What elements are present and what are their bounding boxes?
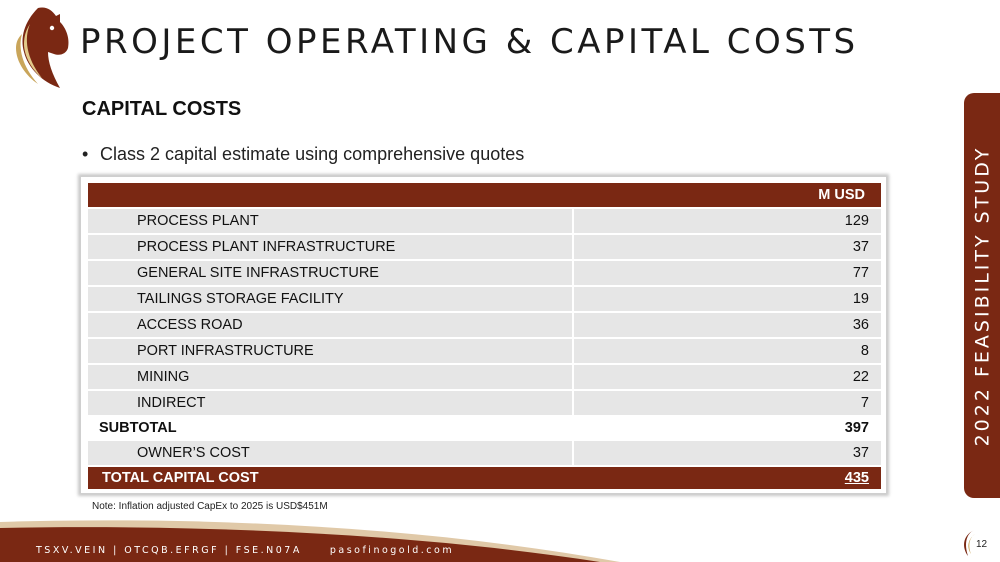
row-value: 7 — [573, 390, 881, 416]
row-value: 19 — [573, 286, 881, 312]
section-heading: CAPITAL COSTS — [82, 98, 242, 120]
owners-cost-label: OWNER’S COST — [88, 440, 573, 466]
table-row — [88, 208, 881, 234]
page-mark-icon — [962, 528, 976, 558]
table-header-unit: M USD — [573, 183, 881, 208]
side-tab — [964, 93, 1000, 498]
row-label: TAILINGS STORAGE FACILITY — [88, 286, 573, 312]
capital-cost-table-frame — [80, 176, 887, 494]
owners-cost-value: 37 — [573, 440, 881, 466]
footer-text — [36, 545, 454, 556]
table-row — [88, 312, 881, 338]
row-value: 36 — [573, 312, 881, 338]
table-row — [88, 286, 881, 312]
subtotal-label: SUBTOTAL — [88, 416, 573, 440]
total-value: 435 — [573, 466, 881, 490]
row-label: PROCESS PLANT — [88, 208, 573, 234]
row-label: PORT INFRASTRUCTURE — [88, 338, 573, 364]
owners-cost-row — [88, 440, 881, 466]
table-row — [88, 260, 881, 286]
capital-cost-table — [88, 183, 881, 491]
footnote: Note: Inflation adjusted CapEx to 2025 is USD$451M — [92, 501, 328, 512]
row-value: 22 — [573, 364, 881, 390]
total-label: TOTAL CAPITAL COST — [88, 466, 573, 490]
side-tab-label: 2022 FEASIBILITY STUDY — [971, 145, 993, 446]
table-header-label-cell — [88, 183, 573, 208]
table-row — [88, 364, 881, 390]
table-row — [88, 338, 881, 364]
bullet-point — [82, 144, 524, 165]
total-row — [88, 466, 881, 490]
row-value: 37 — [573, 234, 881, 260]
row-value: 8 — [573, 338, 881, 364]
table-header-row — [88, 183, 881, 208]
horse-head-logo-icon — [8, 4, 72, 92]
bullet-text: Class 2 capital estimate using comprehensive quotes — [100, 144, 525, 164]
row-value: 129 — [573, 208, 881, 234]
footer-website[interactable]: pasofinogold.com — [329, 545, 455, 556]
row-label: INDIRECT — [88, 390, 573, 416]
subtotal-row — [88, 416, 881, 440]
table-row — [88, 234, 881, 260]
page-title: PROJECT OPERATING & CAPITAL COSTS — [80, 22, 859, 62]
row-label: ACCESS ROAD — [88, 312, 573, 338]
footer-tickers: TSXV.VEIN | OTCQB.EFRGF | FSE.N07A — [36, 545, 302, 556]
bullet-dot: • — [82, 144, 89, 164]
row-label: MINING — [88, 364, 573, 390]
subtotal-value: 397 — [573, 416, 881, 440]
row-label: GENERAL SITE INFRASTRUCTURE — [88, 260, 573, 286]
row-value: 77 — [573, 260, 881, 286]
table-row — [88, 390, 881, 416]
row-label: PROCESS PLANT INFRASTRUCTURE — [88, 234, 573, 260]
page-number: 12 — [976, 539, 988, 550]
